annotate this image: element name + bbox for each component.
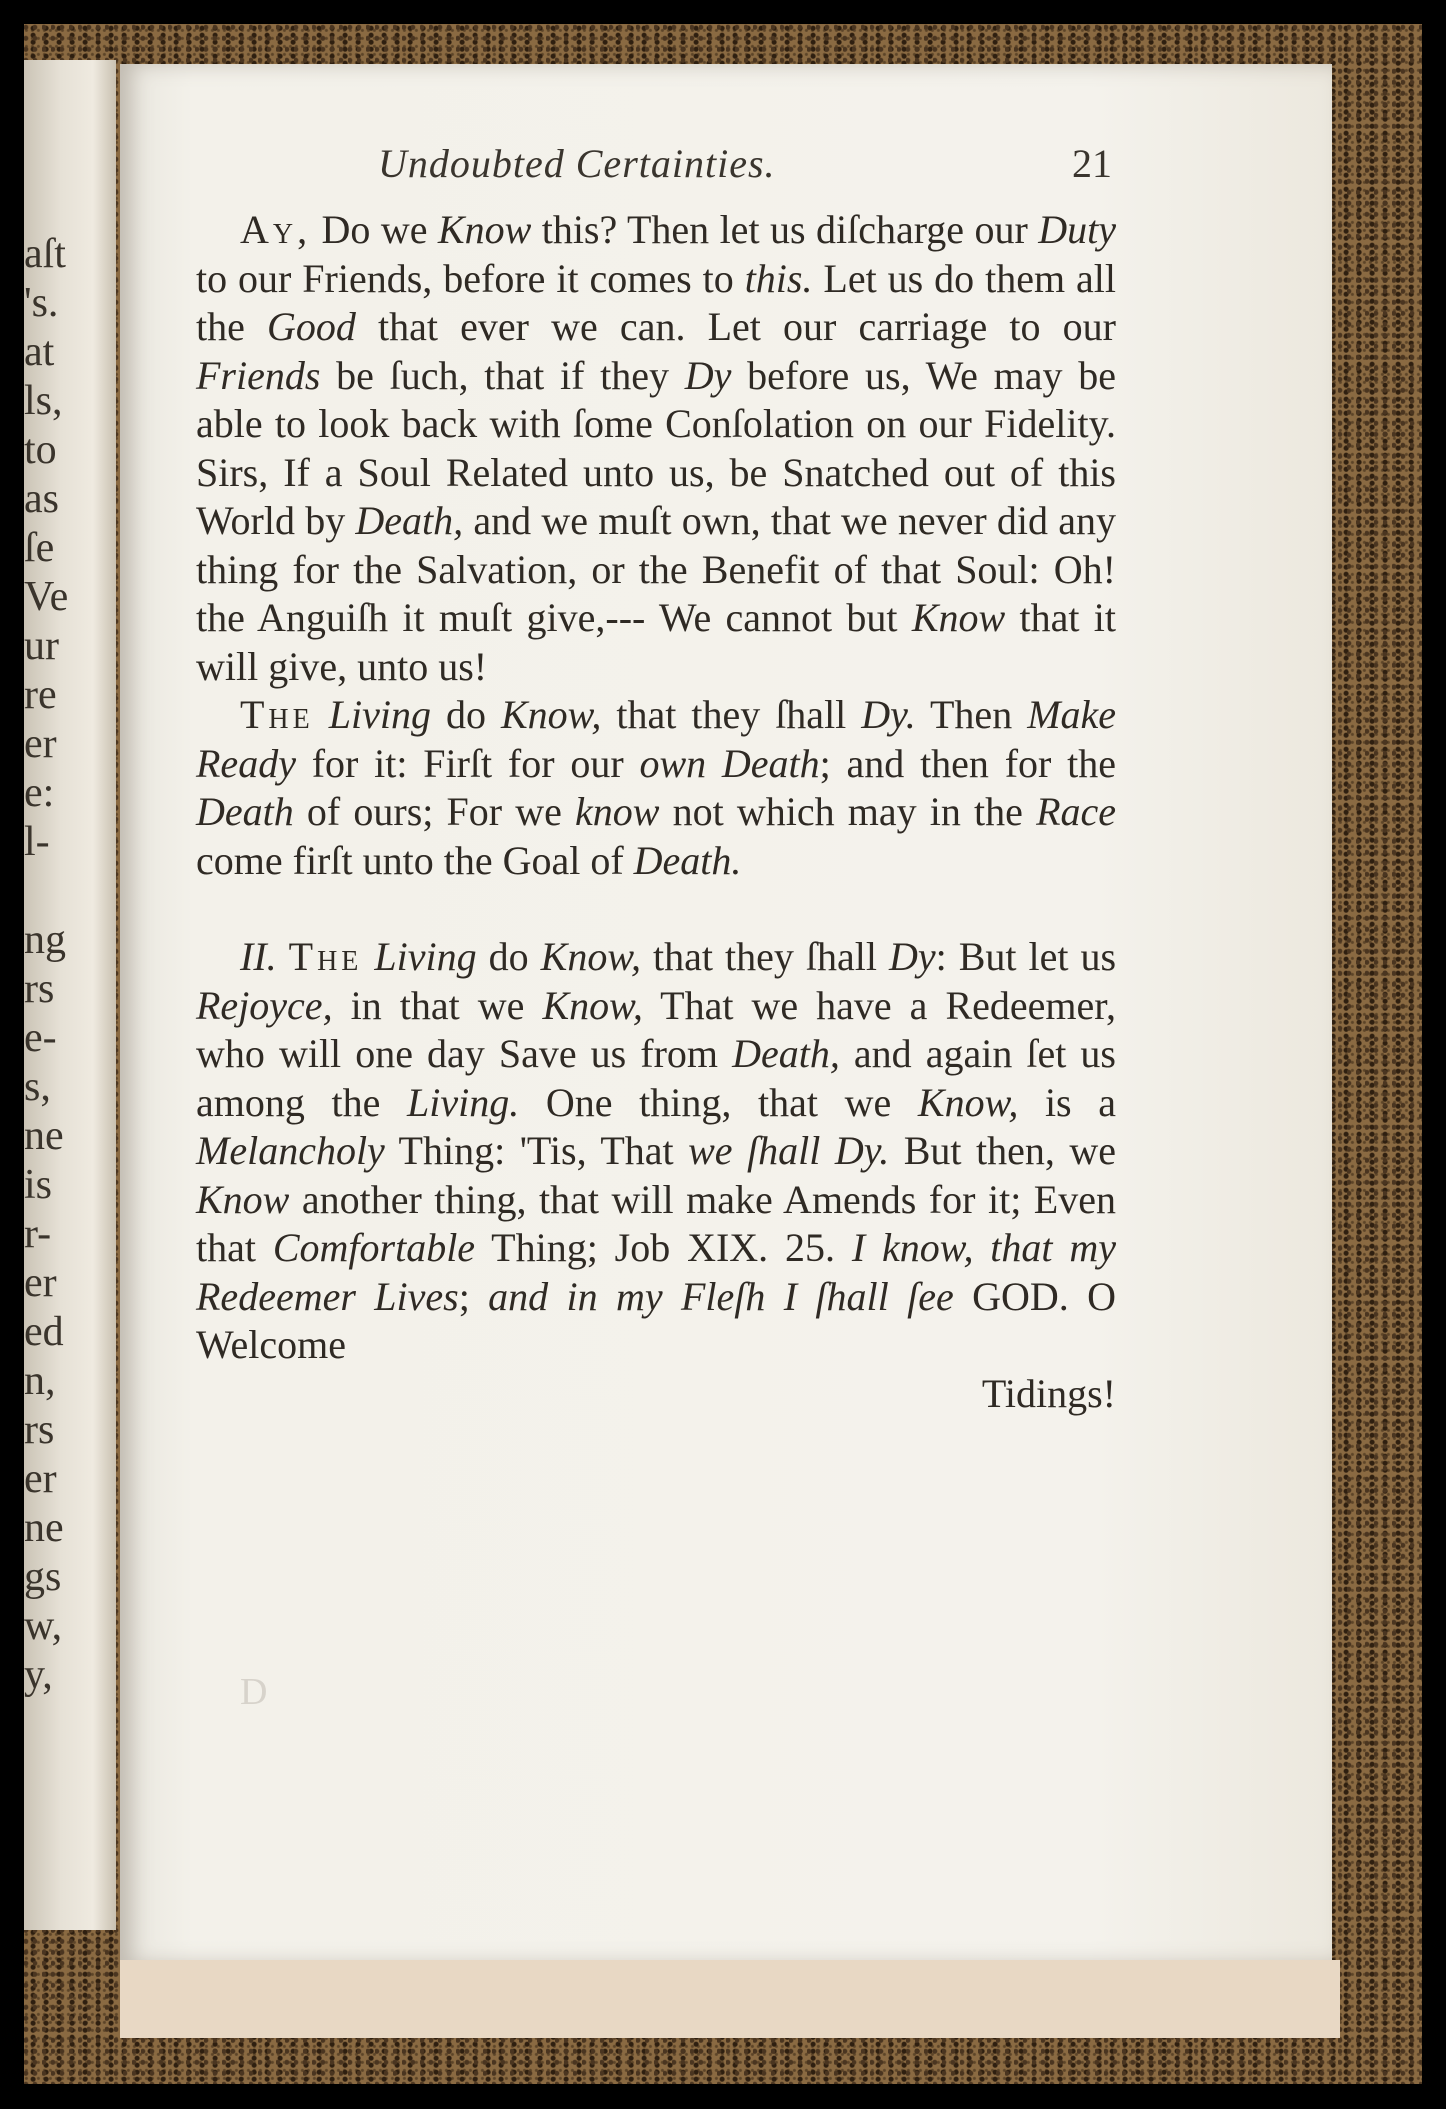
text-run: GOD. O Welcome [196, 1273, 1117, 1367]
text-run: in that we [332, 982, 543, 1028]
text-run: is a [1018, 1079, 1117, 1125]
page-number: 21 [1072, 141, 1112, 186]
text-run: before us, We may be able to look back with ſome Conſolation on our Fidelity. Sirs, If a Soul Related unto us, be Snatched out of this World by [196, 352, 1117, 543]
text-run: Then [915, 692, 1028, 737]
text-run [362, 934, 374, 979]
italic-phrase: we ſhall Dy. [688, 1128, 890, 1173]
text-run: be ſuch, that if they [320, 352, 685, 398]
italic-phrase: Death, [732, 1031, 840, 1076]
italic-phrase: Know, [542, 982, 643, 1028]
text-run: ; and then for the [819, 740, 1116, 786]
italic-phrase: Living [328, 692, 431, 737]
text-run: and we muſt own, that we never did any thing for the Salvation, or the Benefit of that Soul: Oh! the Anguiſh it muſt give,--- We cannot but [196, 498, 1117, 640]
running-head [378, 140, 1158, 194]
running-head-title: Undoubted Certainties. [378, 141, 776, 186]
text-run: of ours; For we [293, 789, 576, 834]
page-body [196, 206, 1116, 1418]
text-run: ; [458, 1273, 489, 1319]
text-run: for it: Firſt for our [295, 740, 640, 786]
italic-phrase: Friends [196, 352, 321, 398]
text-run: That we have a Redeemer, who will one day Save us from [196, 982, 1117, 1076]
paragraph [196, 206, 1116, 691]
paragraph [196, 933, 1116, 1370]
italic-phrase: Comfortable [272, 1225, 476, 1270]
facing-page-fragments: aſt 's. at ls, to as ſe Ve ur re er e: l- ng rs e- s, ne is r- er ed n, rs er ne gs w, y, [24, 231, 69, 1698]
italic-phrase: Living [374, 934, 477, 979]
text-run: that it will give, unto us! [196, 595, 1116, 689]
text-run: this? Then let us diſcharge our [531, 207, 1039, 252]
italic-phrase: Know, [500, 692, 602, 737]
bleed-through-mark: D [240, 1671, 268, 1713]
italic-phrase: I know, that my Redeemer Lives [196, 1225, 1117, 1319]
italic-phrase: Melancholy [196, 1128, 385, 1173]
italic-phrase: Death. [633, 837, 742, 883]
text-run: come firſt unto the Goal of [196, 837, 634, 883]
text-run: that they ſhall [601, 692, 862, 737]
italic-phrase: and in my Fleſh I ſhall ſee [488, 1273, 954, 1319]
text-run: that they ſhall [641, 934, 889, 979]
italic-phrase: Death, [355, 498, 464, 543]
text-run: : But let us [935, 934, 1117, 979]
italic-phrase: Race [1036, 789, 1117, 834]
lead-small-caps: The [288, 934, 363, 979]
lead-small-caps: The [240, 692, 314, 737]
italic-phrase: Living. [407, 1079, 520, 1125]
italic-phrase: Death [196, 789, 294, 834]
italic-phrase: this. [744, 255, 813, 301]
italic-phrase: Know, [540, 934, 642, 979]
text-run: Thing; Job XIX. 25. [475, 1225, 852, 1270]
closing-line: Tidings! [981, 1370, 1116, 1416]
text-run: that ever we can. Let our carriage to our [355, 304, 1116, 349]
lead-small-caps: Ay, [240, 207, 312, 252]
italic-phrase: own Death [639, 740, 820, 786]
italic-phrase: Good [267, 304, 356, 349]
paragraph [196, 691, 1116, 885]
italic-phrase: Know [911, 595, 1006, 640]
italic-phrase: Know [437, 207, 532, 252]
italic-phrase: Make Ready [196, 692, 1117, 786]
text-run: One thing, that we [519, 1079, 918, 1125]
italic-phrase: Rejoyce, [196, 982, 333, 1028]
page-foot-margin [120, 1960, 1340, 2038]
text-run: and again ſet us among the [196, 1031, 1117, 1125]
italic-phrase: Know [196, 1176, 290, 1222]
text-run: do [476, 934, 541, 979]
italic-phrase: Dy [888, 934, 936, 979]
text-run: But then, we [889, 1128, 1116, 1173]
italic-phrase: Duty [1038, 207, 1116, 252]
text-run: Do we [311, 207, 438, 252]
text-run: another thing, that will make Amends for it; Even that [196, 1176, 1116, 1270]
text-run: do [431, 692, 501, 737]
text-run: Thing: 'Tis, That [384, 1128, 689, 1173]
section-number: II. [240, 934, 289, 979]
text-run: to our Friends, before it comes to [196, 255, 745, 301]
italic-phrase: Dy. [861, 692, 916, 737]
facing-page-edge [24, 60, 116, 1930]
text-run: Let us do them all the [196, 255, 1117, 349]
italic-phrase: know [575, 789, 660, 834]
text-run: not which may in the [659, 789, 1037, 834]
italic-phrase: Dy [684, 352, 732, 398]
italic-phrase: Know, [917, 1079, 1019, 1125]
text-run [314, 692, 329, 737]
